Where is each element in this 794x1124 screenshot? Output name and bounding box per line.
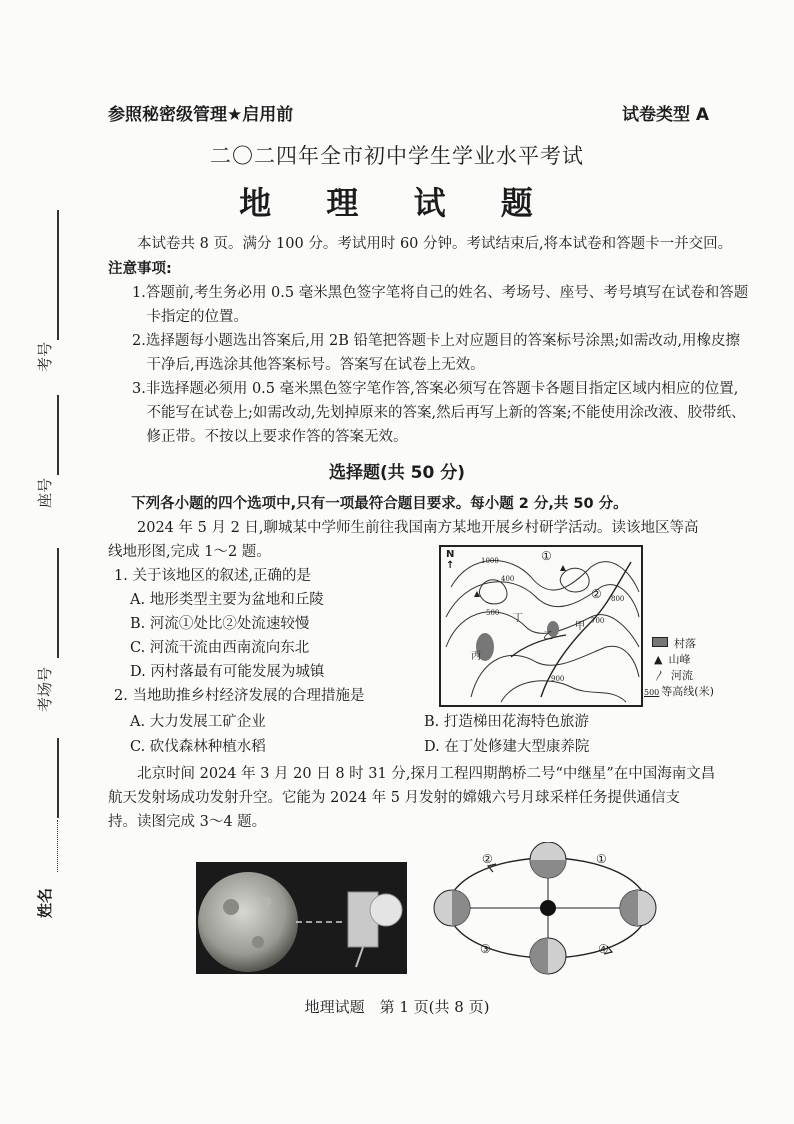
river-legend-icon: 〳 <box>654 669 665 682</box>
binding-label-seat: 座号 <box>36 477 54 508</box>
paper-type: 试卷类型 A <box>622 105 710 125</box>
legend-item-village: 村落 <box>652 636 714 652</box>
contour-label: 400 <box>501 575 515 583</box>
passage-2-line: 航天发射场成功发射升空。它能为 2024 年 5 月发射的嫦娥六号月球采样任务提供通信支 <box>108 790 681 806</box>
q1-option-a: A. 地形类型主要为盆地和丘陵 <box>130 592 324 608</box>
contour-lines <box>441 547 641 705</box>
q1-option-c: C. 河流干流由西南流向东北 <box>130 640 310 656</box>
q1-option-d: D. 丙村落最有可能发展为城镇 <box>130 664 325 680</box>
binding-label-name: 姓名 <box>36 887 54 918</box>
orbit-marker-2: ② <box>482 852 493 866</box>
section-title: 选择题(共 50 分) <box>328 463 466 483</box>
north-arrow-icon: N ↑ <box>446 549 455 571</box>
map-legend <box>644 636 714 701</box>
marker-2: ② <box>591 587 602 601</box>
binding-label-exam-no: 考号 <box>36 341 54 372</box>
notice-heading: 注意事项: <box>108 261 172 277</box>
contour-label: 800 <box>611 595 625 603</box>
binding-line <box>57 738 59 818</box>
earth-icon <box>620 890 656 926</box>
peak-marker <box>560 565 566 571</box>
notice-list <box>132 281 752 449</box>
binding-label-room: 考场号 <box>36 666 54 712</box>
peak-legend-icon: ▲ <box>654 653 663 666</box>
contour-label: 700 <box>591 617 605 625</box>
village-legend-icon <box>652 637 668 647</box>
orbit-marker-1: ① <box>596 852 607 866</box>
passage-1-line: 2024 年 5 月 2 日,聊城某中学师生前往我国南方某地开展乡村研学活动。读该地区等高 <box>137 520 699 536</box>
question-2-stem: 2. 当地助推乡村经济发展的合理措施是 <box>114 688 365 704</box>
subject-title: 地 理 试 题 <box>239 184 555 222</box>
q2-option-b: B. 打造梯田花海特色旅游 <box>424 714 589 730</box>
legend-item-river: 〳 河流 <box>654 669 693 682</box>
legend-item-peak: ▲ 山峰 <box>654 653 691 666</box>
q2-option-a: A. 大力发展工矿企业 <box>130 714 266 730</box>
notice-item: 2.选择题每小题选出答案后,用 2B 铅笔把答题卡上对应题目的答案标号涂黑;如需改动,用橡皮擦干净后,再选涂其他答案标号。答案写在试卷上无效。 <box>132 333 741 373</box>
binding-line <box>57 548 59 658</box>
exam-title: 二〇二四年全市初中学生学业水平考试 <box>210 144 584 168</box>
place-jia: 甲 <box>575 621 585 632</box>
orbit-marker-3: ③ <box>480 942 491 956</box>
q2-option-d: D. 在丁处修建大型康养院 <box>424 739 590 755</box>
intro-text: 本试卷共 8 页。满分 100 分。考试用时 60 分钟。考试结束后,将本试卷和答题卡一并交回。 <box>137 236 733 252</box>
earth-icon <box>530 842 566 878</box>
notice-item: 1.答题前,考生务必用 0.5 毫米黑色签字笔将自己的姓名、考场号、座号、考号填写在试卷和答题卡指定的位置。 <box>132 285 749 325</box>
place-ding: 丁 <box>513 613 523 624</box>
passage-2-line: 持。读图完成 3～4 题。 <box>108 814 267 830</box>
page-footer: 地理试题 第 1 页(共 8 页) <box>304 998 490 1016</box>
contour-label: 500 <box>486 609 500 617</box>
question-1-stem: 1. 关于该地区的叙述,正确的是 <box>114 568 312 584</box>
place-yi: 乙 <box>543 631 553 642</box>
photo-illustration <box>196 862 407 974</box>
orbit-marker-4: ④ <box>598 942 609 956</box>
topographic-map <box>439 545 643 707</box>
moon-icon <box>198 872 298 972</box>
contour-label: 1000 <box>481 557 499 565</box>
notice-item: 3.非选择题必须用 0.5 毫米黑色签字笔作答,答案必须写在答题卡各题目指定区域内相应的位置,不能写在试卷上;如需改动,先划掉原来的答案,然后再写上新的答案;不能使用涂改液、胶带纸、修正带。不按以上要求作答的答案无效。 <box>132 381 746 445</box>
place-bing: 丙 <box>471 651 481 662</box>
secret-label: 参照秘密级管理★启用前 <box>108 105 294 125</box>
earth-icon <box>434 890 470 926</box>
sun-icon <box>540 900 556 916</box>
passage-2-line: 北京时间 2024 年 3 月 20 日 8 时 31 分,探月工程四期鹊桥二号“中继星”在中国海南文昌 <box>137 766 716 782</box>
section-instruction: 下列各小题的四个选项中,只有一项最符合题目要求。每小题 2 分,共 50 分。 <box>131 496 628 512</box>
legend-item-contour: 500 等高线(米) <box>644 685 714 698</box>
moon-satellite-photo <box>196 862 407 974</box>
binding-dotted-line <box>57 820 58 872</box>
passage-1-line: 线地形图,完成 1～2 题。 <box>108 544 271 560</box>
earth-orbit-diagram <box>428 842 668 982</box>
binding-line <box>57 210 59 340</box>
earth-icon <box>530 938 566 974</box>
contour-label: 900 <box>551 675 565 683</box>
marker-1: ① <box>541 549 552 563</box>
q2-option-c: C. 砍伐森林种植水稻 <box>130 739 266 755</box>
q1-option-b: B. 河流①处比②处流速较慢 <box>130 616 310 632</box>
